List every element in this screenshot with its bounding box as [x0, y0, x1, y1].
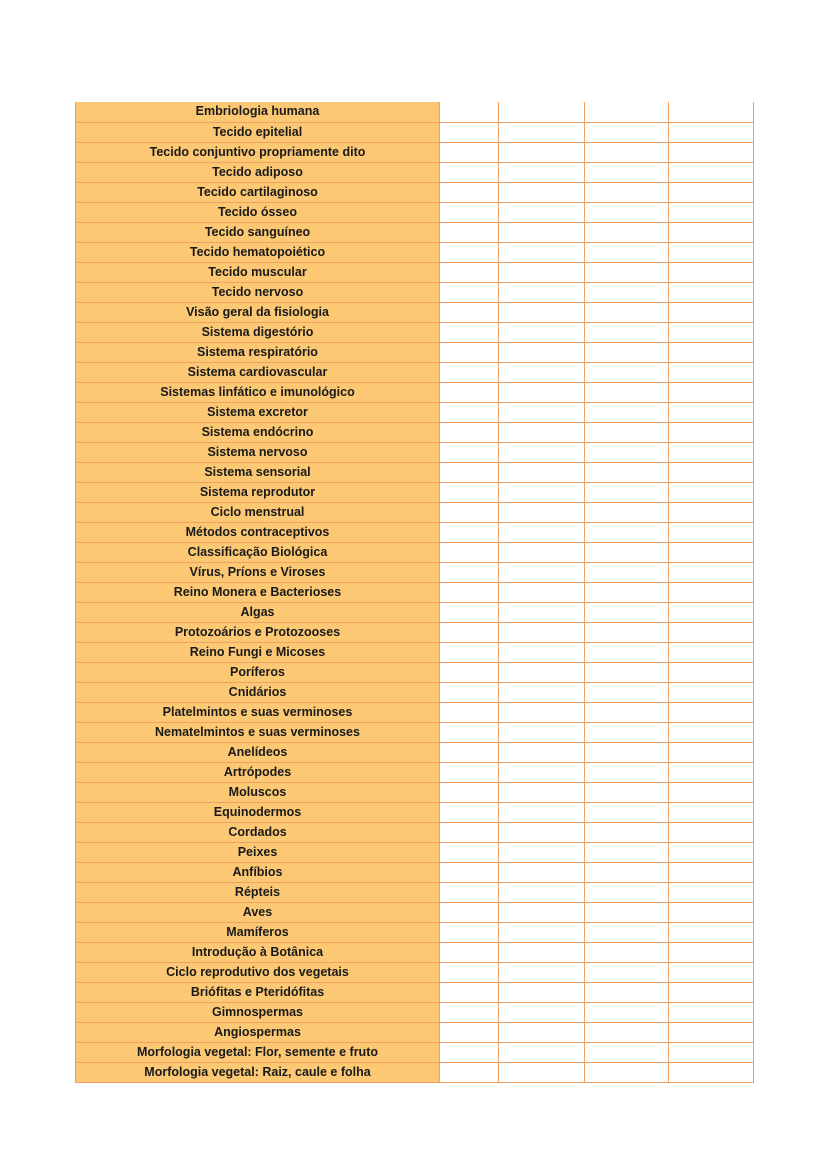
study-checklist-table: [75, 102, 754, 1083]
check-cell-1[interactable]: [440, 522, 499, 542]
check-cell-1[interactable]: [440, 782, 499, 802]
check-cell-1[interactable]: [440, 762, 499, 782]
check-cell-2[interactable]: [499, 962, 585, 982]
check-cell-2[interactable]: [499, 642, 585, 662]
topic-cell: Sistema digestório: [76, 322, 440, 342]
topic-cell: Tecido epitelial: [76, 122, 440, 142]
check-cell-1[interactable]: [440, 642, 499, 662]
check-cell-3[interactable]: [585, 102, 669, 122]
topic-cell: Sistema excretor: [76, 402, 440, 422]
check-cell-4[interactable]: [669, 162, 754, 182]
check-cell-1[interactable]: [440, 742, 499, 762]
check-cell-3[interactable]: [585, 1042, 669, 1062]
check-cell-2[interactable]: [499, 302, 585, 322]
table-row: [76, 582, 754, 602]
check-cell-3[interactable]: [585, 1002, 669, 1022]
table-row: [76, 642, 754, 662]
check-cell-4[interactable]: [669, 242, 754, 262]
check-cell-3[interactable]: [585, 382, 669, 402]
check-cell-2[interactable]: [499, 502, 585, 522]
check-cell-4[interactable]: [669, 1002, 754, 1022]
topic-cell: Morfologia vegetal: Flor, semente e fruto: [76, 1042, 440, 1062]
check-cell-1[interactable]: [440, 1042, 499, 1062]
check-cell-3[interactable]: [585, 802, 669, 822]
check-cell-4[interactable]: [669, 822, 754, 842]
check-cell-2[interactable]: [499, 202, 585, 222]
check-cell-4[interactable]: [669, 382, 754, 402]
check-cell-3[interactable]: [585, 782, 669, 802]
table-row: [76, 222, 754, 242]
check-cell-1[interactable]: [440, 982, 499, 1002]
check-cell-3[interactable]: [585, 202, 669, 222]
check-cell-3[interactable]: [585, 602, 669, 622]
topic-cell: Tecido nervoso: [76, 282, 440, 302]
check-cell-3[interactable]: [585, 762, 669, 782]
topic-cell: Sistema sensorial: [76, 462, 440, 482]
check-cell-1[interactable]: [440, 1022, 499, 1042]
topic-cell: Reino Monera e Bacterioses: [76, 582, 440, 602]
check-cell-1[interactable]: [440, 862, 499, 882]
check-cell-3[interactable]: [585, 322, 669, 342]
check-cell-2[interactable]: [499, 862, 585, 882]
check-cell-3[interactable]: [585, 942, 669, 962]
check-cell-4[interactable]: [669, 622, 754, 642]
table-row: [76, 1062, 754, 1082]
topic-cell: Ciclo menstrual: [76, 502, 440, 522]
check-cell-1[interactable]: [440, 622, 499, 642]
check-cell-2[interactable]: [499, 362, 585, 382]
topic-cell: Classificação Biológica: [76, 542, 440, 562]
check-cell-3[interactable]: [585, 562, 669, 582]
check-cell-3[interactable]: [585, 622, 669, 642]
topic-cell: Morfologia vegetal: Raiz, caule e folha: [76, 1062, 440, 1082]
table-row: [76, 1002, 754, 1022]
check-cell-3[interactable]: [585, 462, 669, 482]
check-cell-2[interactable]: [499, 422, 585, 442]
topic-cell: Embriologia humana: [76, 102, 440, 122]
check-cell-3[interactable]: [585, 822, 669, 842]
check-cell-2[interactable]: [499, 482, 585, 502]
topic-cell: Visão geral da fisiologia: [76, 302, 440, 322]
check-cell-3[interactable]: [585, 922, 669, 942]
check-cell-3[interactable]: [585, 902, 669, 922]
check-cell-2[interactable]: [499, 242, 585, 262]
check-cell-1[interactable]: [440, 1062, 499, 1082]
check-cell-1[interactable]: [440, 302, 499, 322]
check-cell-2[interactable]: [499, 702, 585, 722]
check-cell-4[interactable]: [669, 522, 754, 542]
check-cell-3[interactable]: [585, 262, 669, 282]
check-cell-4[interactable]: [669, 582, 754, 602]
topic-cell: Tecido conjuntivo propriamente dito: [76, 142, 440, 162]
check-cell-4[interactable]: [669, 762, 754, 782]
table-row: [76, 242, 754, 262]
check-cell-1[interactable]: [440, 502, 499, 522]
check-cell-3[interactable]: [585, 282, 669, 302]
check-cell-1[interactable]: [440, 342, 499, 362]
topic-cell: Sistema respiratório: [76, 342, 440, 362]
check-cell-2[interactable]: [499, 622, 585, 642]
table-row: [76, 422, 754, 442]
check-cell-3[interactable]: [585, 442, 669, 462]
table-row: [76, 602, 754, 622]
check-cell-3[interactable]: [585, 682, 669, 702]
check-cell-1[interactable]: [440, 242, 499, 262]
check-cell-1[interactable]: [440, 362, 499, 382]
check-cell-3[interactable]: [585, 422, 669, 442]
check-cell-1[interactable]: [440, 562, 499, 582]
check-cell-4[interactable]: [669, 302, 754, 322]
check-cell-3[interactable]: [585, 342, 669, 362]
check-cell-2[interactable]: [499, 442, 585, 462]
check-cell-1[interactable]: [440, 882, 499, 902]
check-cell-4[interactable]: [669, 802, 754, 822]
check-cell-1[interactable]: [440, 922, 499, 942]
table-row: [76, 702, 754, 722]
check-cell-1[interactable]: [440, 482, 499, 502]
check-cell-3[interactable]: [585, 982, 669, 1002]
topic-cell: Nematelmintos e suas verminoses: [76, 722, 440, 742]
check-cell-2[interactable]: [499, 602, 585, 622]
check-cell-2[interactable]: [499, 182, 585, 202]
topic-cell: Moluscos: [76, 782, 440, 802]
check-cell-1[interactable]: [440, 1002, 499, 1022]
check-cell-4[interactable]: [669, 222, 754, 242]
check-cell-4[interactable]: [669, 842, 754, 862]
topic-cell: Répteis: [76, 882, 440, 902]
check-cell-3[interactable]: [585, 302, 669, 322]
check-cell-4[interactable]: [669, 422, 754, 442]
check-cell-1[interactable]: [440, 382, 499, 402]
topic-cell: Vírus, Príons e Viroses: [76, 562, 440, 582]
check-cell-2[interactable]: [499, 742, 585, 762]
check-cell-4[interactable]: [669, 122, 754, 142]
check-cell-4[interactable]: [669, 342, 754, 362]
check-cell-2[interactable]: [499, 322, 585, 342]
check-cell-2[interactable]: [499, 142, 585, 162]
check-cell-2[interactable]: [499, 102, 585, 122]
check-cell-1[interactable]: [440, 682, 499, 702]
check-cell-2[interactable]: [499, 722, 585, 742]
topic-cell: Peixes: [76, 842, 440, 862]
check-cell-4[interactable]: [669, 602, 754, 622]
table-row: [76, 462, 754, 482]
check-cell-1[interactable]: [440, 142, 499, 162]
table-row: [76, 342, 754, 362]
check-cell-2[interactable]: [499, 982, 585, 1002]
topic-cell: Platelmintos e suas verminoses: [76, 702, 440, 722]
check-cell-4[interactable]: [669, 982, 754, 1002]
check-cell-2[interactable]: [499, 262, 585, 282]
table-row: [76, 662, 754, 682]
table-row: [76, 542, 754, 562]
check-cell-2[interactable]: [499, 562, 585, 582]
check-cell-1[interactable]: [440, 462, 499, 482]
check-cell-4[interactable]: [669, 902, 754, 922]
table-row: [76, 722, 754, 742]
topic-cell: Métodos contraceptivos: [76, 522, 440, 542]
topic-cell: Aves: [76, 902, 440, 922]
check-cell-2[interactable]: [499, 462, 585, 482]
check-cell-3[interactable]: [585, 1022, 669, 1042]
check-cell-3[interactable]: [585, 502, 669, 522]
table-row: [76, 362, 754, 382]
table-row: [76, 142, 754, 162]
table-row: [76, 522, 754, 542]
check-cell-3[interactable]: [585, 582, 669, 602]
table-row: [76, 1042, 754, 1062]
check-cell-2[interactable]: [499, 782, 585, 802]
check-cell-3[interactable]: [585, 402, 669, 422]
check-cell-3[interactable]: [585, 662, 669, 682]
check-cell-4[interactable]: [669, 402, 754, 422]
check-cell-2[interactable]: [499, 542, 585, 562]
check-cell-4[interactable]: [669, 642, 754, 662]
check-cell-3[interactable]: [585, 882, 669, 902]
check-cell-4[interactable]: [669, 502, 754, 522]
topic-cell: Tecido sanguíneo: [76, 222, 440, 242]
check-cell-4[interactable]: [669, 562, 754, 582]
check-cell-2[interactable]: [499, 802, 585, 822]
table-row: [76, 182, 754, 202]
check-cell-2[interactable]: [499, 342, 585, 362]
check-cell-1[interactable]: [440, 122, 499, 142]
check-cell-4[interactable]: [669, 1062, 754, 1082]
check-cell-4[interactable]: [669, 202, 754, 222]
check-cell-4[interactable]: [669, 142, 754, 162]
check-cell-4[interactable]: [669, 942, 754, 962]
table-row: [76, 962, 754, 982]
table-row: [76, 502, 754, 522]
check-cell-1[interactable]: [440, 282, 499, 302]
check-cell-1[interactable]: [440, 422, 499, 442]
check-cell-3[interactable]: [585, 142, 669, 162]
table-row: [76, 302, 754, 322]
check-cell-2[interactable]: [499, 522, 585, 542]
check-cell-3[interactable]: [585, 122, 669, 142]
check-cell-4[interactable]: [669, 722, 754, 742]
check-cell-3[interactable]: [585, 842, 669, 862]
topic-cell: Artrópodes: [76, 762, 440, 782]
check-cell-4[interactable]: [669, 542, 754, 562]
topic-cell: Sistema cardiovascular: [76, 362, 440, 382]
table-row: [76, 922, 754, 942]
check-cell-3[interactable]: [585, 962, 669, 982]
topic-cell: Ciclo reprodutivo dos vegetais: [76, 962, 440, 982]
check-cell-1[interactable]: [440, 162, 499, 182]
check-cell-4[interactable]: [669, 882, 754, 902]
check-cell-3[interactable]: [585, 182, 669, 202]
table-row: [76, 622, 754, 642]
table-row: [76, 102, 754, 122]
check-cell-4[interactable]: [669, 482, 754, 502]
check-cell-1[interactable]: [440, 182, 499, 202]
check-cell-1[interactable]: [440, 962, 499, 982]
check-cell-3[interactable]: [585, 862, 669, 882]
table-row: [76, 162, 754, 182]
check-cell-2[interactable]: [499, 1042, 585, 1062]
check-cell-2[interactable]: [499, 682, 585, 702]
check-cell-2[interactable]: [499, 902, 585, 922]
check-cell-4[interactable]: [669, 442, 754, 462]
check-cell-2[interactable]: [499, 1062, 585, 1082]
table-row: [76, 382, 754, 402]
table-row: [76, 862, 754, 882]
check-cell-4[interactable]: [669, 862, 754, 882]
topic-cell: Cnidários: [76, 682, 440, 702]
check-cell-1[interactable]: [440, 322, 499, 342]
check-cell-1[interactable]: [440, 722, 499, 742]
topic-cell: Cordados: [76, 822, 440, 842]
table-row: [76, 442, 754, 462]
check-cell-4[interactable]: [669, 362, 754, 382]
check-cell-3[interactable]: [585, 162, 669, 182]
check-cell-1[interactable]: [440, 842, 499, 862]
check-cell-4[interactable]: [669, 742, 754, 762]
check-cell-2[interactable]: [499, 162, 585, 182]
check-cell-3[interactable]: [585, 742, 669, 762]
topic-cell: Anfíbios: [76, 862, 440, 882]
table-row: [76, 942, 754, 962]
check-cell-4[interactable]: [669, 462, 754, 482]
topic-cell: Reino Fungi e Micoses: [76, 642, 440, 662]
topic-cell: Tecido hematopoiético: [76, 242, 440, 262]
table-row: [76, 882, 754, 902]
topic-cell: Sistema reprodutor: [76, 482, 440, 502]
check-cell-3[interactable]: [585, 542, 669, 562]
check-cell-2[interactable]: [499, 822, 585, 842]
check-cell-4[interactable]: [669, 922, 754, 942]
check-cell-1[interactable]: [440, 802, 499, 822]
check-cell-1[interactable]: [440, 822, 499, 842]
check-cell-2[interactable]: [499, 382, 585, 402]
table-row: [76, 842, 754, 862]
check-cell-4[interactable]: [669, 702, 754, 722]
check-cell-2[interactable]: [499, 582, 585, 602]
topic-cell: Anelídeos: [76, 742, 440, 762]
check-cell-4[interactable]: [669, 782, 754, 802]
check-cell-2[interactable]: [499, 762, 585, 782]
check-cell-3[interactable]: [585, 702, 669, 722]
table-row: [76, 1022, 754, 1042]
table-row: [76, 982, 754, 1002]
table-body: [76, 102, 754, 1082]
topic-cell: Sistemas linfático e imunológico: [76, 382, 440, 402]
check-cell-4[interactable]: [669, 682, 754, 702]
table-row: [76, 682, 754, 702]
check-cell-4[interactable]: [669, 322, 754, 342]
topic-cell: Introdução à Botânica: [76, 942, 440, 962]
check-cell-3[interactable]: [585, 522, 669, 542]
check-cell-4[interactable]: [669, 102, 754, 122]
check-cell-4[interactable]: [669, 962, 754, 982]
table-row: [76, 742, 754, 762]
topic-cell: Protozoários e Protozooses: [76, 622, 440, 642]
topic-cell: Equinodermos: [76, 802, 440, 822]
check-cell-1[interactable]: [440, 702, 499, 722]
check-cell-2[interactable]: [499, 922, 585, 942]
check-cell-2[interactable]: [499, 1002, 585, 1022]
check-cell-3[interactable]: [585, 242, 669, 262]
check-cell-1[interactable]: [440, 102, 499, 122]
topic-cell: Sistema nervoso: [76, 442, 440, 462]
table-row: [76, 322, 754, 342]
check-cell-2[interactable]: [499, 402, 585, 422]
check-cell-4[interactable]: [669, 1042, 754, 1062]
check-cell-1[interactable]: [440, 902, 499, 922]
table-row: [76, 282, 754, 302]
check-cell-4[interactable]: [669, 282, 754, 302]
table-row: [76, 782, 754, 802]
check-cell-4[interactable]: [669, 182, 754, 202]
table-row: [76, 802, 754, 822]
topic-cell: Tecido ósseo: [76, 202, 440, 222]
topic-cell: Tecido adiposo: [76, 162, 440, 182]
check-cell-3[interactable]: [585, 222, 669, 242]
check-cell-1[interactable]: [440, 262, 499, 282]
check-cell-1[interactable]: [440, 202, 499, 222]
topic-cell: Algas: [76, 602, 440, 622]
check-cell-3[interactable]: [585, 362, 669, 382]
table-row: [76, 762, 754, 782]
check-cell-3[interactable]: [585, 482, 669, 502]
check-cell-3[interactable]: [585, 1062, 669, 1082]
check-cell-1[interactable]: [440, 542, 499, 562]
check-cell-2[interactable]: [499, 662, 585, 682]
check-cell-2[interactable]: [499, 842, 585, 862]
check-cell-4[interactable]: [669, 662, 754, 682]
check-cell-1[interactable]: [440, 582, 499, 602]
check-cell-2[interactable]: [499, 882, 585, 902]
topic-cell: Mamíferos: [76, 922, 440, 942]
table-row: [76, 562, 754, 582]
check-cell-2[interactable]: [499, 282, 585, 302]
table-row: [76, 202, 754, 222]
topic-cell: Poríferos: [76, 662, 440, 682]
check-cell-1[interactable]: [440, 402, 499, 422]
check-cell-2[interactable]: [499, 1022, 585, 1042]
check-cell-1[interactable]: [440, 442, 499, 462]
table-row: [76, 122, 754, 142]
check-cell-2[interactable]: [499, 122, 585, 142]
check-cell-1[interactable]: [440, 602, 499, 622]
table-row: [76, 482, 754, 502]
topic-cell: Gimnospermas: [76, 1002, 440, 1022]
topic-cell: Tecido cartilaginoso: [76, 182, 440, 202]
topic-cell: Angiospermas: [76, 1022, 440, 1042]
table-row: [76, 902, 754, 922]
table-row: [76, 402, 754, 422]
check-cell-3[interactable]: [585, 642, 669, 662]
topic-cell: Tecido muscular: [76, 262, 440, 282]
topic-cell: Sistema endócrino: [76, 422, 440, 442]
table-row: [76, 262, 754, 282]
check-cell-2[interactable]: [499, 942, 585, 962]
check-cell-1[interactable]: [440, 942, 499, 962]
check-cell-1[interactable]: [440, 222, 499, 242]
check-cell-3[interactable]: [585, 722, 669, 742]
check-cell-4[interactable]: [669, 262, 754, 282]
check-cell-2[interactable]: [499, 222, 585, 242]
check-cell-4[interactable]: [669, 1022, 754, 1042]
table-row: [76, 822, 754, 842]
topic-cell: Briófitas e Pteridófitas: [76, 982, 440, 1002]
check-cell-1[interactable]: [440, 662, 499, 682]
